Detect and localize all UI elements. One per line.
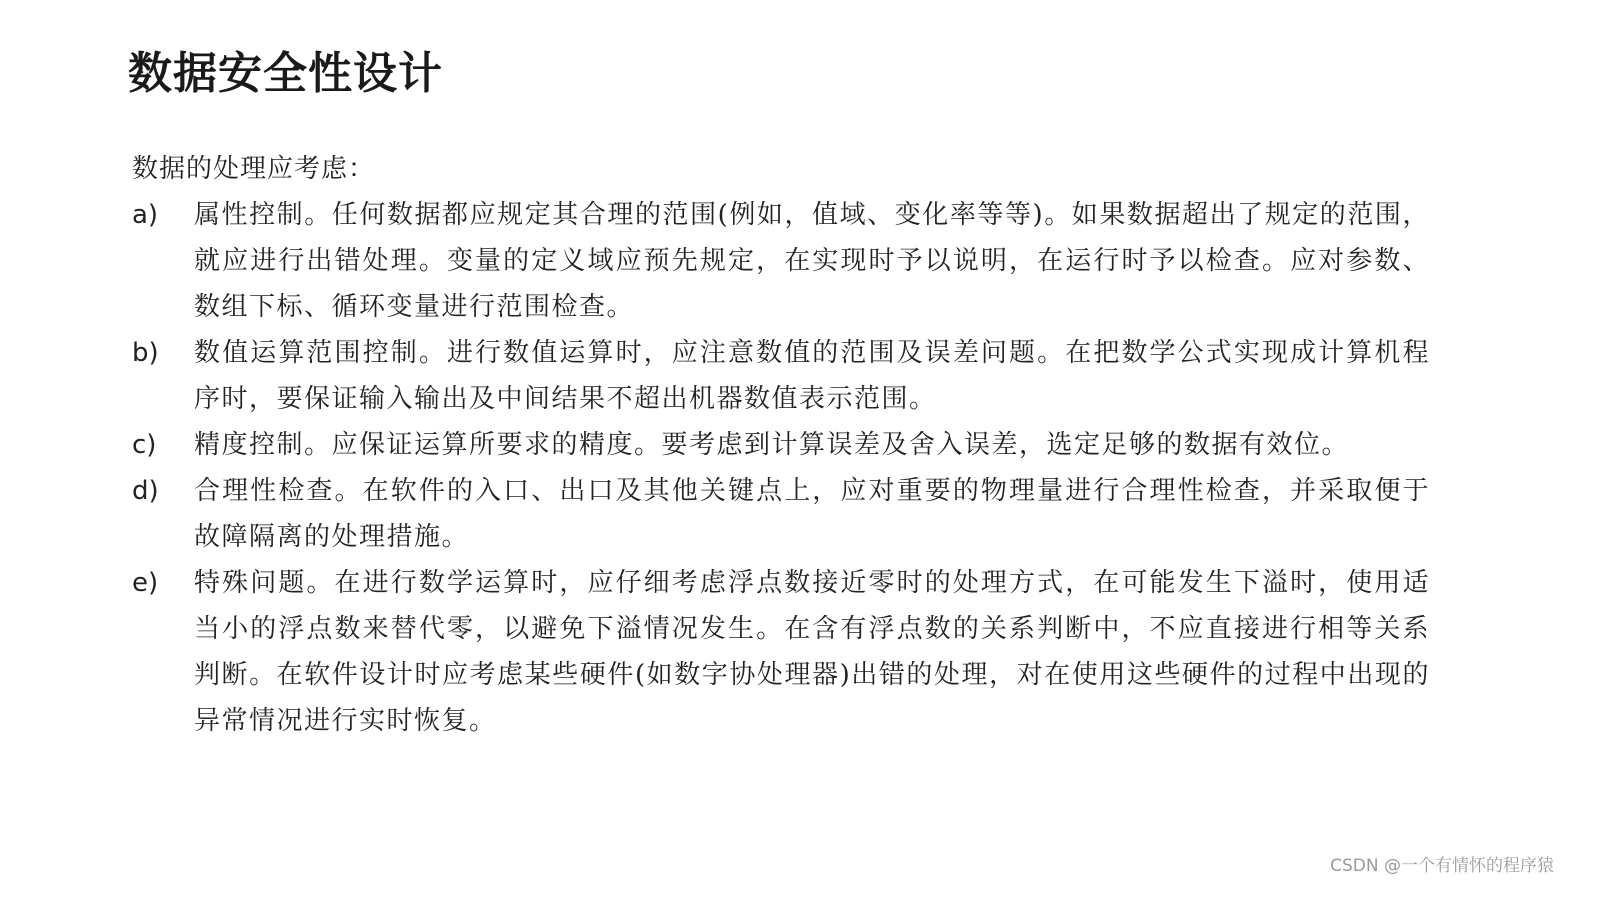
list-marker: d) bbox=[132, 476, 159, 506]
list-item-text: 精度控制。应保证运算所要求的精度。要考虑到计算误差及舍入误差，选定足够的数据有效位。 bbox=[194, 430, 1350, 460]
intro-text: 数据的处理应考虑： bbox=[132, 154, 376, 184]
list-item-d bbox=[132, 468, 1432, 560]
list-item-text: 数值运算范围控制。进行数值运算时，应注意数值的范围及误差问题。在把数学公式实现成计算机程序时，要保证输入输出及中间结果不超出机器数值表示范围。 bbox=[194, 338, 1430, 414]
list-item-b bbox=[132, 330, 1432, 422]
list-marker: e) bbox=[132, 568, 159, 598]
slide-title: 数据安全性设计 bbox=[128, 48, 443, 99]
list-item-text: 属性控制。任何数据都应规定其合理的范围(例如，值域、变化率等等)。如果数据超出了规定的范围，就应进行出错处理。变量的定义域应预先规定，在实现时予以说明，在运行时予以检查。应对参数、数组下标、循环变量进行范围检查。 bbox=[194, 200, 1430, 322]
list-item-a bbox=[132, 192, 1432, 330]
list-marker: c) bbox=[132, 430, 157, 460]
list-item-c bbox=[132, 422, 1432, 468]
list-marker: a) bbox=[132, 200, 159, 230]
list-item-text: 合理性检查。在软件的入口、出口及其他关键点上，应对重要的物理量进行合理性检查，并采取便于故障隔离的处理措施。 bbox=[194, 476, 1430, 552]
list-marker: b) bbox=[132, 338, 159, 368]
list-item-e bbox=[132, 560, 1432, 744]
content-body bbox=[132, 146, 1432, 744]
watermark: CSDN @一个有情怀的程序猿 bbox=[1330, 856, 1554, 876]
list-item-text: 特殊问题。在进行数学运算时，应仔细考虑浮点数接近零时的处理方式，在可能发生下溢时，使用适当小的浮点数来替代零，以避免下溢情况发生。在含有浮点数的关系判断中，不应直接进行相等关系判断。在软件设计时应考虑某些硬件(如数字协处理器)出错的处理，对在使用这些硬件的过程中出现的异常情况进行实时恢复。 bbox=[194, 568, 1430, 736]
